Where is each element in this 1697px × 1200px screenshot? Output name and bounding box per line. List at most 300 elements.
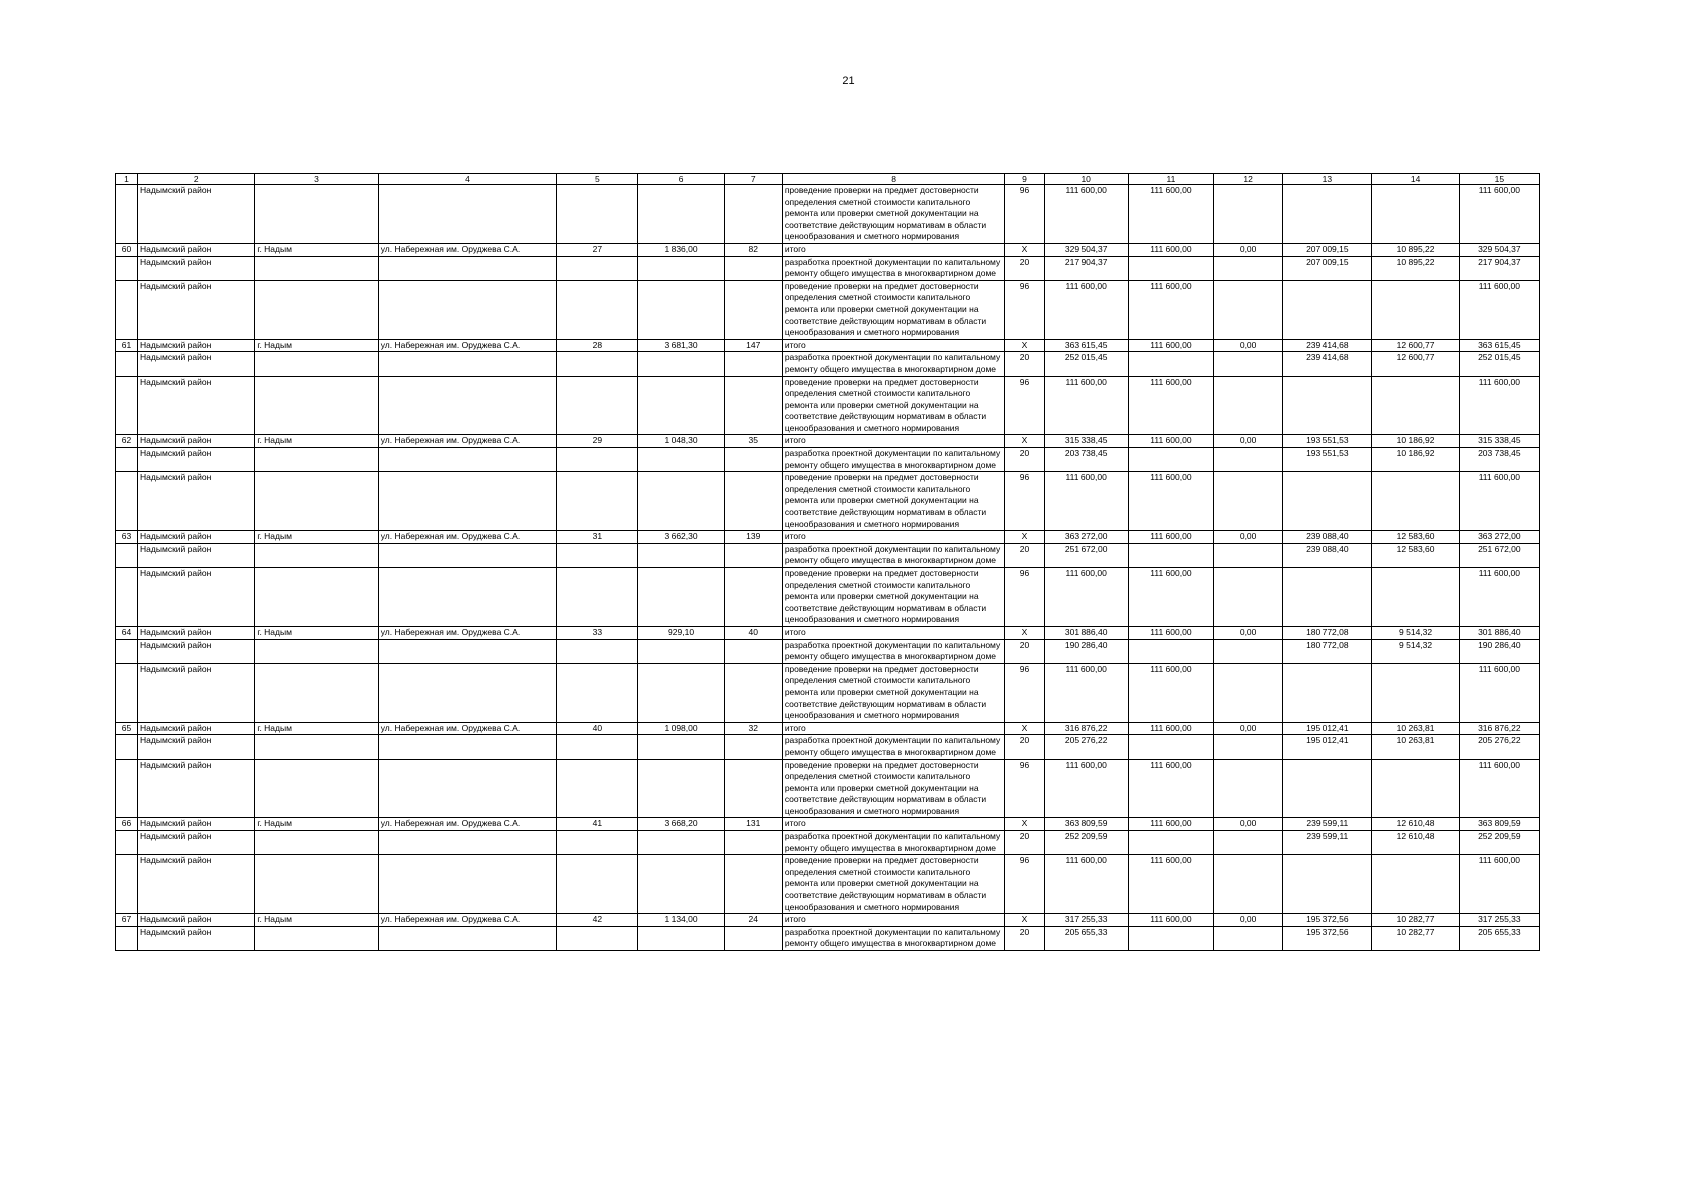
- table-cell: 111 600,00: [1044, 759, 1128, 818]
- table-cell: 205 276,22: [1459, 735, 1539, 759]
- table-cell: X: [1005, 722, 1044, 735]
- table-cell: [1214, 472, 1283, 531]
- table-cell: [1372, 376, 1459, 435]
- table-cell: [638, 543, 724, 567]
- table-cell: [1214, 256, 1283, 280]
- table-cell: [724, 735, 782, 759]
- table-cell: [1214, 376, 1283, 435]
- table-cell: [557, 376, 638, 435]
- table-cell: 12 610,48: [1372, 831, 1459, 855]
- table-cell: 195 012,41: [1283, 735, 1372, 759]
- table-cell: 10 282,77: [1372, 926, 1459, 950]
- table-cell: [378, 735, 557, 759]
- table-cell: 193 551,53: [1283, 448, 1372, 472]
- table-cell: Надымский район: [138, 531, 255, 544]
- table-row: [116, 735, 1540, 759]
- table-cell: [724, 855, 782, 914]
- table-cell: [1214, 280, 1283, 339]
- table-cell: [116, 185, 138, 244]
- table-cell: 180 772,08: [1283, 639, 1372, 663]
- table-cell: [378, 448, 557, 472]
- table-cell: [378, 759, 557, 818]
- table-cell: [1283, 663, 1372, 722]
- table-cell: [638, 759, 724, 818]
- table-cell: [1372, 472, 1459, 531]
- table-cell: 363 272,00: [1459, 531, 1539, 544]
- table-cell: 20: [1005, 448, 1044, 472]
- table-cell: 42: [557, 914, 638, 927]
- table-cell: г. Надым: [255, 818, 378, 831]
- table-cell: 111 600,00: [1128, 280, 1213, 339]
- table-cell: 111 600,00: [1128, 914, 1213, 927]
- table-cell: [1128, 735, 1213, 759]
- table-cell: проведение проверки на предмет достоверности определения сметной стоимости капитального ремонта или проверки сметной документации на соответствие действующим нормативам в области ценообразования и сметного нормирования: [782, 568, 1005, 627]
- table-cell: 111 600,00: [1044, 376, 1128, 435]
- table-cell: разработка проектной документации по капитальному ремонту общего имущества в многоквартирном доме: [782, 352, 1005, 376]
- table-cell: итого: [782, 914, 1005, 927]
- table-header: [116, 174, 1540, 185]
- table-cell: [255, 663, 378, 722]
- table-cell: 139: [724, 531, 782, 544]
- table-cell: [116, 376, 138, 435]
- table-cell: [255, 759, 378, 818]
- table-row: [116, 280, 1540, 339]
- table-cell: [1283, 855, 1372, 914]
- table-cell: [116, 568, 138, 627]
- table-cell: [638, 568, 724, 627]
- table-cell: 0,00: [1214, 626, 1283, 639]
- table-cell: [1283, 472, 1372, 531]
- table-cell: г. Надым: [255, 722, 378, 735]
- table-cell: проведение проверки на предмет достоверности определения сметной стоимости капитального ремонта или проверки сметной документации на соответствие действующим нормативам в области ценообразования и сметного нормирования: [782, 280, 1005, 339]
- table-cell: 20: [1005, 352, 1044, 376]
- table-cell: 29: [557, 435, 638, 448]
- table-cell: [255, 543, 378, 567]
- table-cell: [116, 639, 138, 663]
- table-cell: [116, 448, 138, 472]
- table-cell: 96: [1005, 568, 1044, 627]
- table-row: [116, 531, 1540, 544]
- table-cell: 111 600,00: [1459, 472, 1539, 531]
- table-cell: 317 255,33: [1044, 914, 1128, 927]
- table-cell: 66: [116, 818, 138, 831]
- table-cell: 111 600,00: [1128, 435, 1213, 448]
- table-cell: 62: [116, 435, 138, 448]
- table-cell: 111 600,00: [1128, 531, 1213, 544]
- table-cell: Надымский район: [138, 543, 255, 567]
- table-cell: [557, 352, 638, 376]
- table-cell: X: [1005, 339, 1044, 352]
- table-cell: 111 600,00: [1459, 280, 1539, 339]
- table-cell: Надымский район: [138, 256, 255, 280]
- table-row: [116, 543, 1540, 567]
- table-cell: [116, 926, 138, 950]
- table-cell: 111 600,00: [1128, 568, 1213, 627]
- table-cell: 0,00: [1214, 339, 1283, 352]
- table-cell: [378, 831, 557, 855]
- table-cell: [724, 663, 782, 722]
- table-row: [116, 914, 1540, 927]
- table-cell: [116, 831, 138, 855]
- table-cell: [378, 568, 557, 627]
- table-cell: 190 286,40: [1044, 639, 1128, 663]
- table-cell: 111 600,00: [1128, 722, 1213, 735]
- table-cell: [255, 926, 378, 950]
- table-cell: [255, 639, 378, 663]
- table-cell: Надымский район: [138, 472, 255, 531]
- table-cell: ул. Набережная им. Оруджева С.А.: [378, 243, 557, 256]
- table-cell: 0,00: [1214, 914, 1283, 927]
- table-cell: [1128, 256, 1213, 280]
- table-cell: итого: [782, 339, 1005, 352]
- table-cell: 111 600,00: [1128, 626, 1213, 639]
- table-cell: 96: [1005, 472, 1044, 531]
- table-cell: 111 600,00: [1459, 663, 1539, 722]
- table-cell: [1372, 663, 1459, 722]
- table-cell: [1128, 543, 1213, 567]
- table-cell: [378, 472, 557, 531]
- table-cell: 96: [1005, 376, 1044, 435]
- table-cell: проведение проверки на предмет достоверности определения сметной стоимости капитального ремонта или проверки сметной документации на соответствие действующим нормативам в области ценообразования и сметного нормирования: [782, 663, 1005, 722]
- table-cell: [1283, 759, 1372, 818]
- table-cell: [557, 831, 638, 855]
- table-cell: разработка проектной документации по капитальному ремонту общего имущества в многоквартирном доме: [782, 639, 1005, 663]
- table-cell: 12 600,77: [1372, 352, 1459, 376]
- table-cell: [1283, 280, 1372, 339]
- table-cell: 111 600,00: [1459, 568, 1539, 627]
- table-cell: [557, 256, 638, 280]
- table-cell: 60: [116, 243, 138, 256]
- table-cell: [638, 352, 724, 376]
- column-header: 9: [1005, 174, 1044, 185]
- table-cell: 1 134,00: [638, 914, 724, 927]
- table-cell: 12 600,77: [1372, 339, 1459, 352]
- table-cell: [255, 831, 378, 855]
- table-cell: [638, 256, 724, 280]
- table-cell: 111 600,00: [1128, 663, 1213, 722]
- table-cell: 111 600,00: [1044, 663, 1128, 722]
- column-header: 10: [1044, 174, 1128, 185]
- table-cell: [1128, 926, 1213, 950]
- table-cell: [724, 568, 782, 627]
- table-cell: [557, 759, 638, 818]
- table-cell: 96: [1005, 185, 1044, 244]
- table-cell: 316 876,22: [1459, 722, 1539, 735]
- table-cell: 301 886,40: [1459, 626, 1539, 639]
- table-cell: Надымский район: [138, 735, 255, 759]
- table-cell: 20: [1005, 831, 1044, 855]
- table-cell: разработка проектной документации по капитальному ремонту общего имущества в многоквартирном доме: [782, 926, 1005, 950]
- column-header: 6: [638, 174, 724, 185]
- table-row: [116, 256, 1540, 280]
- table-cell: 67: [116, 914, 138, 927]
- table-cell: 20: [1005, 735, 1044, 759]
- table-cell: Надымский район: [138, 626, 255, 639]
- table-cell: 251 672,00: [1044, 543, 1128, 567]
- table-cell: [724, 926, 782, 950]
- table-cell: 111 600,00: [1044, 280, 1128, 339]
- table-cell: [1214, 352, 1283, 376]
- table-cell: [255, 280, 378, 339]
- table-row: [116, 376, 1540, 435]
- table-cell: [724, 376, 782, 435]
- table-cell: 111 600,00: [1128, 376, 1213, 435]
- table-cell: 190 286,40: [1459, 639, 1539, 663]
- table-row: [116, 722, 1540, 735]
- table-cell: 203 738,45: [1459, 448, 1539, 472]
- table-cell: [116, 663, 138, 722]
- table-cell: разработка проектной документации по капитальному ремонту общего имущества в многоквартирном доме: [782, 735, 1005, 759]
- table-cell: ул. Набережная им. Оруджева С.А.: [378, 435, 557, 448]
- table-cell: 10 282,77: [1372, 914, 1459, 927]
- table-cell: [638, 448, 724, 472]
- table-cell: 64: [116, 626, 138, 639]
- table-cell: Надымский район: [138, 376, 255, 435]
- table-row: [116, 339, 1540, 352]
- table-cell: 10 895,22: [1372, 256, 1459, 280]
- table-cell: [557, 543, 638, 567]
- table-cell: 239 599,11: [1283, 831, 1372, 855]
- table-row: [116, 759, 1540, 818]
- table-body: [116, 185, 1540, 951]
- table-cell: 217 904,37: [1459, 256, 1539, 280]
- table-cell: 0,00: [1214, 435, 1283, 448]
- table-cell: 239 088,40: [1283, 531, 1372, 544]
- table-cell: [1214, 831, 1283, 855]
- table-row: [116, 831, 1540, 855]
- table-cell: Надымский район: [138, 818, 255, 831]
- table-row: [116, 352, 1540, 376]
- table-cell: итого: [782, 722, 1005, 735]
- table-cell: Надымский район: [138, 339, 255, 352]
- table-cell: 9 514,32: [1372, 639, 1459, 663]
- table-cell: г. Надым: [255, 531, 378, 544]
- table-cell: 317 255,33: [1459, 914, 1539, 927]
- table-row: [116, 663, 1540, 722]
- table-cell: [557, 926, 638, 950]
- table-cell: [116, 256, 138, 280]
- table-cell: Надымский район: [138, 722, 255, 735]
- table-cell: 195 372,56: [1283, 926, 1372, 950]
- page-number: 21: [842, 75, 855, 87]
- table-cell: [1214, 543, 1283, 567]
- table-cell: [378, 256, 557, 280]
- table-cell: [1214, 448, 1283, 472]
- table-cell: 1 836,00: [638, 243, 724, 256]
- column-header: 5: [557, 174, 638, 185]
- table-cell: [255, 376, 378, 435]
- table-cell: 27: [557, 243, 638, 256]
- table-cell: 65: [116, 722, 138, 735]
- table-row: [116, 855, 1540, 914]
- table-cell: Надымский район: [138, 280, 255, 339]
- table-cell: [378, 639, 557, 663]
- table-cell: 252 209,59: [1459, 831, 1539, 855]
- table-cell: 203 738,45: [1044, 448, 1128, 472]
- table-cell: 111 600,00: [1128, 243, 1213, 256]
- table-cell: [638, 926, 724, 950]
- table-cell: 111 600,00: [1128, 855, 1213, 914]
- table-cell: [1214, 926, 1283, 950]
- column-header: 8: [782, 174, 1005, 185]
- table-cell: 9 514,32: [1372, 626, 1459, 639]
- table-cell: 20: [1005, 256, 1044, 280]
- table-cell: [724, 759, 782, 818]
- table-cell: [1214, 855, 1283, 914]
- table-row: [116, 185, 1540, 244]
- table-cell: Надымский район: [138, 185, 255, 244]
- table-cell: [557, 448, 638, 472]
- table-cell: итого: [782, 435, 1005, 448]
- table-cell: [557, 185, 638, 244]
- table-cell: [1214, 663, 1283, 722]
- table-cell: 131: [724, 818, 782, 831]
- table-cell: 111 600,00: [1459, 855, 1539, 914]
- table-cell: г. Надым: [255, 243, 378, 256]
- table-cell: 316 876,22: [1044, 722, 1128, 735]
- table-cell: [638, 280, 724, 339]
- table-cell: [116, 280, 138, 339]
- table-cell: разработка проектной документации по капитальному ремонту общего имущества в многоквартирном доме: [782, 831, 1005, 855]
- table-cell: 205 655,33: [1044, 926, 1128, 950]
- table-cell: разработка проектной документации по капитальному ремонту общего имущества в многоквартирном доме: [782, 448, 1005, 472]
- table-cell: 147: [724, 339, 782, 352]
- table-row: [116, 243, 1540, 256]
- table-cell: [638, 855, 724, 914]
- table-cell: 111 600,00: [1044, 568, 1128, 627]
- table-cell: [1128, 448, 1213, 472]
- table-cell: [638, 472, 724, 531]
- table-cell: [1214, 639, 1283, 663]
- table-cell: [1372, 280, 1459, 339]
- table-cell: ул. Набережная им. Оруджева С.А.: [378, 531, 557, 544]
- table-cell: 929,10: [638, 626, 724, 639]
- table-cell: [378, 855, 557, 914]
- table-cell: 96: [1005, 280, 1044, 339]
- table-cell: 10 186,92: [1372, 448, 1459, 472]
- table-cell: разработка проектной документации по капитальному ремонту общего имущества в многоквартирном доме: [782, 543, 1005, 567]
- table-cell: [557, 472, 638, 531]
- table-cell: 12 583,60: [1372, 543, 1459, 567]
- table-cell: Надымский район: [138, 568, 255, 627]
- table-cell: 40: [557, 722, 638, 735]
- table-cell: 252 015,45: [1044, 352, 1128, 376]
- table-cell: [638, 376, 724, 435]
- table-cell: [1214, 735, 1283, 759]
- table-cell: 20: [1005, 639, 1044, 663]
- table-cell: 0,00: [1214, 243, 1283, 256]
- table-cell: 363 615,45: [1459, 339, 1539, 352]
- table-cell: 111 600,00: [1044, 855, 1128, 914]
- table-cell: итого: [782, 531, 1005, 544]
- table-cell: 111 600,00: [1128, 185, 1213, 244]
- table-cell: 31: [557, 531, 638, 544]
- table-cell: 239 088,40: [1283, 543, 1372, 567]
- table-cell: 24: [724, 914, 782, 927]
- table-cell: 20: [1005, 926, 1044, 950]
- table-cell: 195 012,41: [1283, 722, 1372, 735]
- table-cell: [1214, 185, 1283, 244]
- table-cell: [1283, 185, 1372, 244]
- table-cell: 35: [724, 435, 782, 448]
- table-cell: [378, 280, 557, 339]
- column-header: 11: [1128, 174, 1213, 185]
- table-cell: 363 809,59: [1044, 818, 1128, 831]
- table-cell: [116, 759, 138, 818]
- column-header: 1: [116, 174, 138, 185]
- table-cell: проведение проверки на предмет достоверности определения сметной стоимости капитального ремонта или проверки сметной документации на соответствие действующим нормативам в области ценообразования и сметного нормирования: [782, 855, 1005, 914]
- table-cell: [1128, 831, 1213, 855]
- table-cell: [1283, 376, 1372, 435]
- table-cell: 329 504,37: [1044, 243, 1128, 256]
- table-cell: X: [1005, 914, 1044, 927]
- table-cell: [557, 735, 638, 759]
- table-cell: X: [1005, 435, 1044, 448]
- table-row: [116, 472, 1540, 531]
- table-cell: Надымский район: [138, 243, 255, 256]
- table-cell: 205 655,33: [1459, 926, 1539, 950]
- table-row: [116, 639, 1540, 663]
- table-cell: [638, 831, 724, 855]
- table-cell: Надымский район: [138, 831, 255, 855]
- table-row: [116, 626, 1540, 639]
- table-cell: 252 209,59: [1044, 831, 1128, 855]
- table-cell: 10 263,81: [1372, 735, 1459, 759]
- table-cell: 3 681,30: [638, 339, 724, 352]
- capital-repair-table: [115, 173, 1540, 951]
- table-cell: 0,00: [1214, 722, 1283, 735]
- table-cell: [116, 735, 138, 759]
- table-cell: 0,00: [1214, 818, 1283, 831]
- table-cell: [557, 639, 638, 663]
- column-header: 3: [255, 174, 378, 185]
- table-cell: 96: [1005, 759, 1044, 818]
- table-cell: 12 583,60: [1372, 531, 1459, 544]
- table-cell: [116, 352, 138, 376]
- table-cell: [557, 280, 638, 339]
- table-cell: 40: [724, 626, 782, 639]
- table-cell: 1 098,00: [638, 722, 724, 735]
- table-cell: [116, 855, 138, 914]
- table-cell: Надымский район: [138, 639, 255, 663]
- table-cell: [378, 543, 557, 567]
- table-cell: 111 600,00: [1128, 818, 1213, 831]
- table-cell: г. Надым: [255, 626, 378, 639]
- table-cell: Надымский район: [138, 663, 255, 722]
- table-cell: 111 600,00: [1044, 185, 1128, 244]
- table-row: [116, 568, 1540, 627]
- table-cell: [255, 855, 378, 914]
- table-cell: [1214, 759, 1283, 818]
- table-cell: [1372, 185, 1459, 244]
- table-cell: 0,00: [1214, 531, 1283, 544]
- table-cell: ул. Набережная им. Оруджева С.А.: [378, 626, 557, 639]
- table-cell: [724, 472, 782, 531]
- table-cell: [116, 543, 138, 567]
- header-row: [116, 174, 1540, 185]
- table-cell: ул. Набережная им. Оруджева С.А.: [378, 818, 557, 831]
- table-row: [116, 435, 1540, 448]
- table-cell: 239 599,11: [1283, 818, 1372, 831]
- column-header: 4: [378, 174, 557, 185]
- table-cell: 315 338,45: [1459, 435, 1539, 448]
- table-cell: [724, 352, 782, 376]
- table-cell: проведение проверки на предмет достоверности определения сметной стоимости капитального ремонта или проверки сметной документации на соответствие действующим нормативам в области ценообразования и сметного нормирования: [782, 759, 1005, 818]
- table-cell: [724, 639, 782, 663]
- table-cell: 111 600,00: [1459, 759, 1539, 818]
- table-cell: [116, 472, 138, 531]
- table-row: [116, 448, 1540, 472]
